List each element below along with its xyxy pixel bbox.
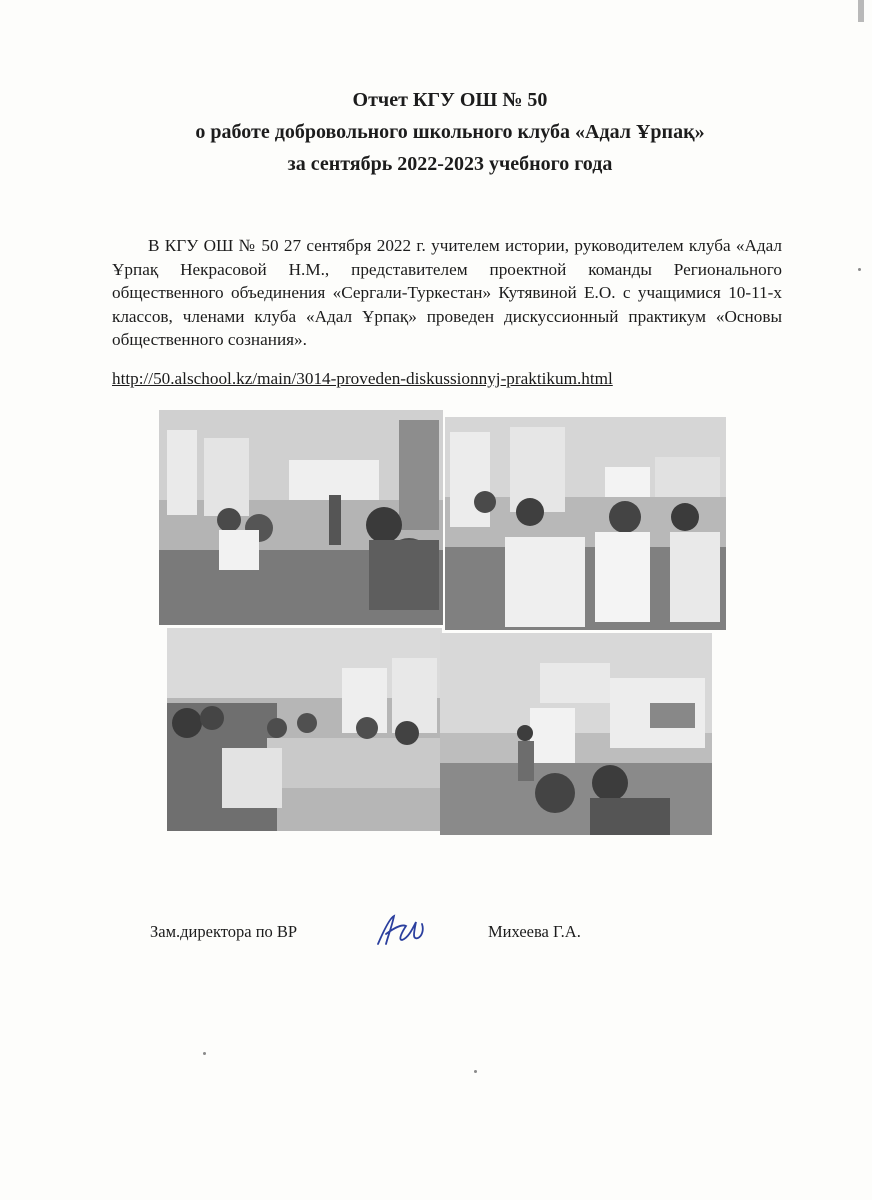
report-title <box>100 84 800 180</box>
title-line-1: Отчет КГУ ОШ № 50 <box>352 89 548 111</box>
report-paragraph <box>112 234 782 352</box>
classroom-photo-1 <box>159 410 443 625</box>
scan-speck <box>474 1070 477 1073</box>
report-paragraph-text: В КГУ ОШ № 50 27 сентября 2022 г. учителем истории, руководителем клуба «Адал Ұрпақ Некрасовой Н.М., представителем проектной команды Регионального общественного объединения «Сергали-Туркестан» Кутявиной Е.О. с учащимися 10-11-х классов, членами клуба «Адал Ұрпақ» проведен дискуссионный практикум «Основы общественного сознания». <box>112 236 782 350</box>
scan-speck <box>203 1052 206 1055</box>
classroom-photo-4 <box>440 633 712 835</box>
scan-speck <box>858 268 861 271</box>
handwritten-signature <box>372 910 426 950</box>
report-link[interactable]: http://50.alschool.kz/main/3014-proveden-diskussionnyj-praktikum.html <box>112 369 613 388</box>
classroom-photo-2 <box>445 417 726 630</box>
scan-edge-mark <box>858 0 864 22</box>
title-line-2: о работе добровольного школьного клуба «Адал Ұрпақ» <box>195 121 705 143</box>
signature-label: Зам.директора по ВР <box>150 922 298 941</box>
signatory-name: Михеева Г.А. <box>488 922 581 941</box>
classroom-photo-3 <box>167 628 442 831</box>
title-line-3: за сентябрь 2022-2023 учебного года <box>287 153 613 175</box>
